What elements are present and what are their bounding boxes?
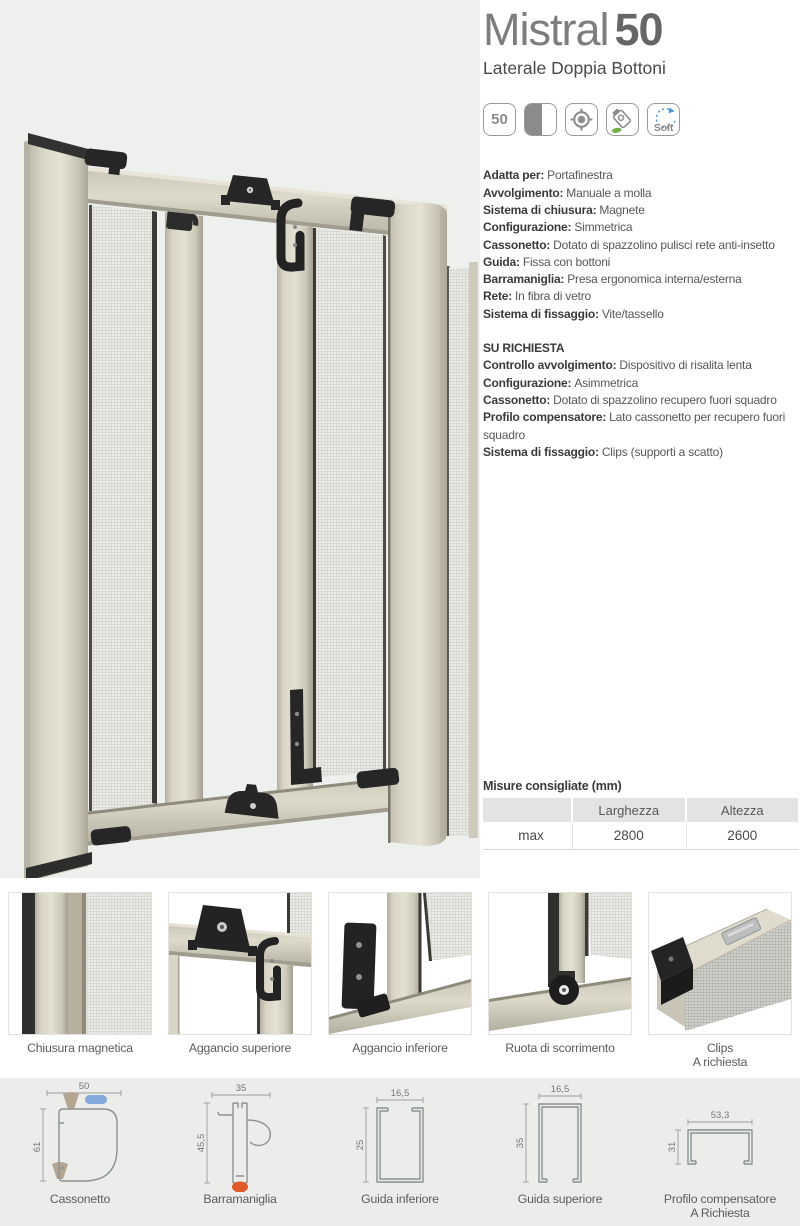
spec-line: Sistema di fissaggio: Clips (supporti a scatto) [483,444,723,459]
photo-thumbnail [8,892,152,1035]
photo-caption: Ruota di scorrimento [505,1041,615,1055]
photo-caption: Chiusura magnetica [27,1041,133,1055]
header-cell-width: Larghezza [573,798,685,822]
photo-caption: Aggancio superiore [188,1041,292,1055]
photo-caption: Aggancio inferiore [352,1041,448,1055]
glue-icon [608,105,638,135]
cassette-left [24,133,92,878]
guida-superiore-drawing [480,1080,640,1192]
row-label-max: max [483,822,571,849]
soft-label: Soft [653,122,674,135]
photo-thumbnail [648,892,792,1035]
photo-chiusura-magnetica [0,878,160,1078]
half-fill-icon [525,104,542,135]
spec-line: Controllo avvolgimento: Dispositivo di risalita lenta [483,358,752,373]
spec-line: Guida: Fissa con bottoni [483,254,611,269]
dim-height: 61 [32,1141,43,1153]
page-subtitle: Laterale Doppia Bottoni [483,58,666,79]
page-title [483,0,798,55]
photo-thumbnail [328,892,472,1035]
spec-line: Cassonetto: Dotato di spazzolino pulisci rete anti-insetto [483,237,775,252]
spec-line: Profilo compensatore: Lato cassonetto per recupero fuori squadro [483,410,786,442]
dim-width: 53,3 [710,1110,730,1121]
header-cell-empty [483,798,571,822]
drawing-caption: Cassonetto [49,1192,111,1206]
guida-inferiore-drawing [320,1080,480,1192]
photo-aggancio-superiore [160,878,320,1078]
photo-ruota-di-scorrimento [480,878,640,1078]
dim-width: 35 [235,1083,247,1094]
photo-caption: Clips A richiesta [692,1041,748,1069]
recommended-sizes [483,779,798,850]
drawing-caption: Guida superiore [517,1192,603,1206]
dim-height: 35 [515,1137,526,1149]
slider-bar-left [165,205,203,805]
magnetic-closure-photo [9,893,151,1034]
drawing-caption: Profilo compensatore A Richiesta [663,1192,777,1220]
profilo-compensatore-drawing [640,1080,800,1192]
product-info [483,0,798,461]
dim-height: 25 [355,1139,366,1151]
spec-line: Configurazione: Simmetrica [483,220,633,235]
handle-grip-dot [232,1182,248,1193]
drawing-guida-superiore [480,1078,640,1226]
dim-width: 16,5 [390,1088,410,1099]
cassette-right [388,203,447,846]
scroll-wheel-photo [489,893,631,1034]
photo-thumbnail [168,892,312,1035]
title-name: Mistral [483,4,609,55]
spec-line: Configurazione: Asimmetrica [483,375,639,390]
flyscreen-render [0,0,480,878]
glue-badge [606,103,639,136]
cassonetto-drawing [0,1080,160,1192]
lower-hook-photo [329,893,471,1034]
spec-line: Adatta per: Portafinestra [483,168,613,183]
detail-photos [0,878,800,1078]
spec-list [483,167,798,323]
drawing-caption: Barramaniglia [203,1192,277,1206]
depth-50-badge [483,103,516,136]
spec-line: Sistema di fissaggio: Vite/tassello [483,306,664,321]
table-title: Misure consigliate (mm) [483,779,622,793]
title-number: 50 [614,4,663,55]
half-fill-badge [524,103,557,136]
mesh-panel-left [89,205,157,811]
dim-width: 50 [78,1081,90,1092]
depth-50-label: 50 [491,111,508,129]
on-request-heading: SU RICHIESTA [483,341,565,356]
spec-line: Rete: In fibra di vetro [483,289,591,304]
product-render-area [0,0,480,878]
photo-thumbnail [488,892,632,1035]
barramaniglia-drawing [160,1080,320,1192]
value-max-width: 2800 [573,822,685,849]
drawing-profilo-compensatore [640,1078,800,1226]
spec-line: Avvolgimento: Manuale a molla [483,185,652,200]
spec-line: Barramaniglia: Presa ergonomica interna/esterna [483,272,742,287]
value-max-height: 2600 [687,822,799,849]
dim-height: 31 [667,1141,678,1153]
table-row [483,822,798,849]
upper-hook-photo [169,893,311,1034]
technical-drawings [0,1078,800,1226]
spec-line: Cassonetto: Dotato di spazzolino recupero fuori squadro [483,392,777,407]
crosshair-badge [565,103,598,136]
drawing-barramaniglia [160,1078,320,1226]
corner-bracket-top-left [84,148,128,170]
drawing-cassonetto [0,1078,160,1226]
spec-line: Sistema di chiusura: Magnete [483,202,645,217]
dim-width: 16,5 [550,1084,570,1095]
soft-badge [647,103,680,136]
mesh-panel-far-right [447,262,478,838]
clips-photo [649,893,791,1034]
drawing-caption: Guida inferiore [361,1192,439,1206]
feature-badges [483,103,798,136]
header-cell-height: Altezza [687,798,799,822]
dim-height: 45,5 [196,1133,207,1153]
on-request-list [483,340,798,461]
table-header-row [483,798,798,822]
photo-aggancio-inferiore [320,878,480,1078]
crosshair-icon [569,107,594,132]
drawing-guida-inferiore [320,1078,480,1226]
sizes-table [483,798,798,850]
photo-clips [640,878,800,1078]
mesh-panel-right [313,228,386,778]
bottom-center-bracket [225,784,279,819]
